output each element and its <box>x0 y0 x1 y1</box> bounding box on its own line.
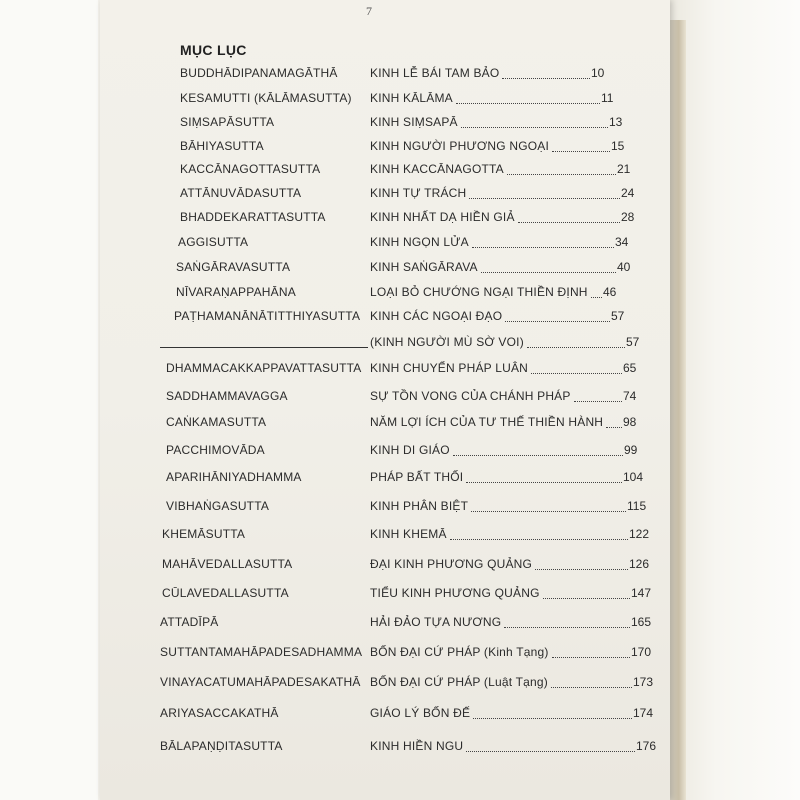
dot-leader <box>551 687 632 688</box>
pali-title: NĪVARAṆAPPAHĀNA <box>176 285 296 299</box>
toc-entry <box>100 335 670 355</box>
vietnamese-title: KINH NHẤT DẠ HIỀN GIẢ <box>370 210 515 224</box>
toc-entry <box>100 415 670 435</box>
toc-entry <box>100 470 670 490</box>
page-ref: 122 <box>629 527 650 541</box>
toc-entry <box>100 499 670 519</box>
dot-leader <box>456 103 600 104</box>
page-ref: 34 <box>615 235 629 249</box>
toc-entry <box>100 210 670 230</box>
vietnamese-title: KINH KHEMĀ <box>370 527 447 541</box>
toc-entry <box>100 586 670 606</box>
vietnamese-title: KINH SIṂSAPĀ <box>370 115 458 129</box>
pali-title: BĀHIYASUTTA <box>180 139 264 153</box>
toc-entry <box>100 645 670 665</box>
toc-entry <box>100 186 670 206</box>
pali-title: CŪLAVEDALLASUTTA <box>162 586 289 600</box>
vietnamese-title: PHÁP BẤT THỐI <box>370 470 464 484</box>
vietnamese-title: KINH KACCĀNAGOTTA <box>370 162 504 176</box>
dot-leader <box>471 511 626 512</box>
vietnamese-title: SỰ TỒN VONG CỦA CHÁNH PHÁP <box>370 389 571 403</box>
pali-title: KACCĀNAGOTTASUTTA <box>180 162 321 176</box>
page-ref: 115 <box>627 499 647 513</box>
toc-heading: MỤC LỤC <box>180 42 247 58</box>
vietnamese-title: (KINH NGƯỜI MÙ SỜ VOI) <box>370 335 524 349</box>
dot-leader <box>481 272 616 273</box>
pali-title: PACCHIMOVĀDA <box>166 443 265 457</box>
dot-leader <box>527 347 625 348</box>
pali-title: ARIYASACCAKATHĀ <box>160 706 279 720</box>
page-ref: 126 <box>629 557 650 571</box>
pali-title: BUDDHĀDIPANAMAGĀTHĀ <box>180 66 338 80</box>
pali-title: VINAYACATUMAHĀPADESAKATHĀ <box>160 675 361 689</box>
page-ref: 15 <box>611 139 625 153</box>
toc-entry <box>100 443 670 463</box>
toc-entry <box>100 309 670 329</box>
vietnamese-title: KINH CÁC NGOẠI ĐẠO <box>370 309 503 323</box>
pali-title: CAṄKAMASUTTA <box>166 415 267 429</box>
dot-leader <box>473 718 632 719</box>
dot-leader <box>543 598 630 599</box>
dot-leader <box>535 569 628 570</box>
toc-entry <box>100 361 670 381</box>
dot-leader <box>469 198 620 199</box>
pali-title: KHEMĀSUTTA <box>162 527 246 541</box>
pali-title: MAHĀVEDALLASUTTA <box>162 557 293 571</box>
vietnamese-title: KINH CHUYỂN PHÁP LUÂN <box>370 361 529 375</box>
page-ref: 65 <box>623 361 637 375</box>
dot-leader <box>505 321 610 322</box>
pali-title: DHAMMACAKKAPPAVATTASUTTA <box>166 361 362 375</box>
pali-title: AGGISUTTA <box>178 235 249 249</box>
pali-title: BHADDEKARATTASUTTA <box>180 210 326 224</box>
vietnamese-title: KINH HIỀN NGU <box>370 739 464 753</box>
page-ref: 98 <box>623 415 637 429</box>
dot-leader <box>466 482 622 483</box>
vietnamese-title: LOẠI BỎ CHƯỚNG NGẠI THIỀN ĐỊNH <box>370 285 588 299</box>
page-ref: 176 <box>636 739 657 753</box>
pali-title: SADDHAMMAVAGGA <box>166 389 288 403</box>
page-ref: 74 <box>623 389 637 403</box>
pali-title: VIBHAṄGASUTTA <box>166 499 270 513</box>
dot-leader <box>450 539 628 540</box>
page-ref: 57 <box>626 335 640 349</box>
dot-leader <box>507 174 616 175</box>
toc-entry <box>100 285 670 305</box>
page-ref: 46 <box>603 285 617 299</box>
pali-title: SIṂSAPĀSUTTA <box>180 115 275 129</box>
dot-leader <box>591 297 602 298</box>
toc-entry <box>100 527 670 547</box>
vietnamese-title: NĂM LỢI ÍCH CỦA TƯ THẾ THIỀN HÀNH <box>370 415 604 429</box>
toc-entry <box>100 235 670 255</box>
page-ref: 174 <box>633 706 654 720</box>
vietnamese-title: HẢI ĐẢO TỰA NƯƠNG <box>370 615 502 629</box>
toc-entry <box>100 675 670 695</box>
pali-title: SAṄGĀRAVASUTTA <box>176 260 291 274</box>
dot-leader <box>552 151 610 152</box>
book-page-edges <box>668 20 686 800</box>
pali-title: SUTTANTAMAHĀPADESADHAMMA <box>160 645 363 659</box>
pali-title: APARIHĀNIYADHAMMA <box>166 470 302 484</box>
toc-entry <box>100 260 670 280</box>
page-ref: 99 <box>624 443 638 457</box>
toc-entry <box>100 139 670 159</box>
background-left <box>0 0 98 800</box>
vietnamese-title: GIÁO LÝ BỐN ĐẾ <box>370 706 471 720</box>
vietnamese-title: KINH SAṄGĀRAVA <box>370 260 478 274</box>
dot-leader <box>472 247 614 248</box>
page-ref: 40 <box>617 260 631 274</box>
vietnamese-title: KINH DI GIÁO <box>370 443 450 457</box>
dot-leader <box>518 222 620 223</box>
toc-entry <box>100 91 670 111</box>
page-ref: 170 <box>631 645 652 659</box>
vietnamese-title: ĐẠI KINH PHƯƠNG QUẢNG <box>370 557 533 571</box>
toc-entry <box>100 389 670 409</box>
page-ref: 147 <box>631 586 652 600</box>
vietnamese-title: KINH TỰ TRÁCH <box>370 186 467 200</box>
toc-entry <box>100 162 670 182</box>
vietnamese-title: KINH PHÂN BIỆT <box>370 499 469 513</box>
book-page <box>100 0 670 800</box>
dot-leader <box>466 751 635 752</box>
blank-rule <box>160 347 368 348</box>
pali-title: ATTADĪPĀ <box>160 615 219 629</box>
page-ref: 11 <box>601 91 614 105</box>
pali-title: KESAMUTTI (KĀLĀMASUTTA) <box>180 91 352 105</box>
vietnamese-title: KINH NGỌN LỬA <box>370 235 469 249</box>
toc-entry <box>100 66 670 86</box>
dot-leader <box>504 627 630 628</box>
dot-leader <box>502 78 590 79</box>
page-ref: 24 <box>621 186 635 200</box>
toc-entry <box>100 615 670 635</box>
dot-leader <box>531 373 622 374</box>
vietnamese-title: KINH NGƯỜI PHƯƠNG NGOẠI <box>370 139 550 153</box>
vietnamese-title: TIỂU KINH PHƯƠNG QUẢNG <box>370 586 540 600</box>
vietnamese-title: BỐN ĐẠI CỨ PHÁP (Luật Tạng) <box>370 675 548 689</box>
vietnamese-title: BỐN ĐẠI CỨ PHÁP (Kinh Tạng) <box>370 645 549 659</box>
dot-leader <box>574 401 622 402</box>
page-ref: 104 <box>623 470 644 484</box>
page-number: 7 <box>366 4 372 18</box>
page-ref: 173 <box>633 675 654 689</box>
vietnamese-title: KINH KĀLĀMA <box>370 91 453 105</box>
pali-title: PAṬHAMANĀNĀTITTHIYASUTTA <box>174 309 361 323</box>
dot-leader <box>461 127 608 128</box>
toc-entry <box>100 739 670 759</box>
dot-leader <box>453 455 623 456</box>
vietnamese-title: KINH LỄ BÁI TAM BẢO <box>370 66 500 80</box>
pali-title: BĀLAPAṆḌITASUTTA <box>160 739 283 753</box>
dot-leader <box>606 427 622 428</box>
toc-entry <box>100 115 670 135</box>
page-ref: 21 <box>617 162 631 176</box>
toc-entry <box>100 557 670 577</box>
pali-title: ATTĀNUVĀDASUTTA <box>180 186 302 200</box>
dot-leader <box>552 657 630 658</box>
page-ref: 10 <box>591 66 605 80</box>
page-ref: 28 <box>621 210 635 224</box>
page-ref: 57 <box>611 309 625 323</box>
page-ref: 13 <box>609 115 623 129</box>
toc-entry <box>100 706 670 726</box>
page-ref: 165 <box>631 615 652 629</box>
